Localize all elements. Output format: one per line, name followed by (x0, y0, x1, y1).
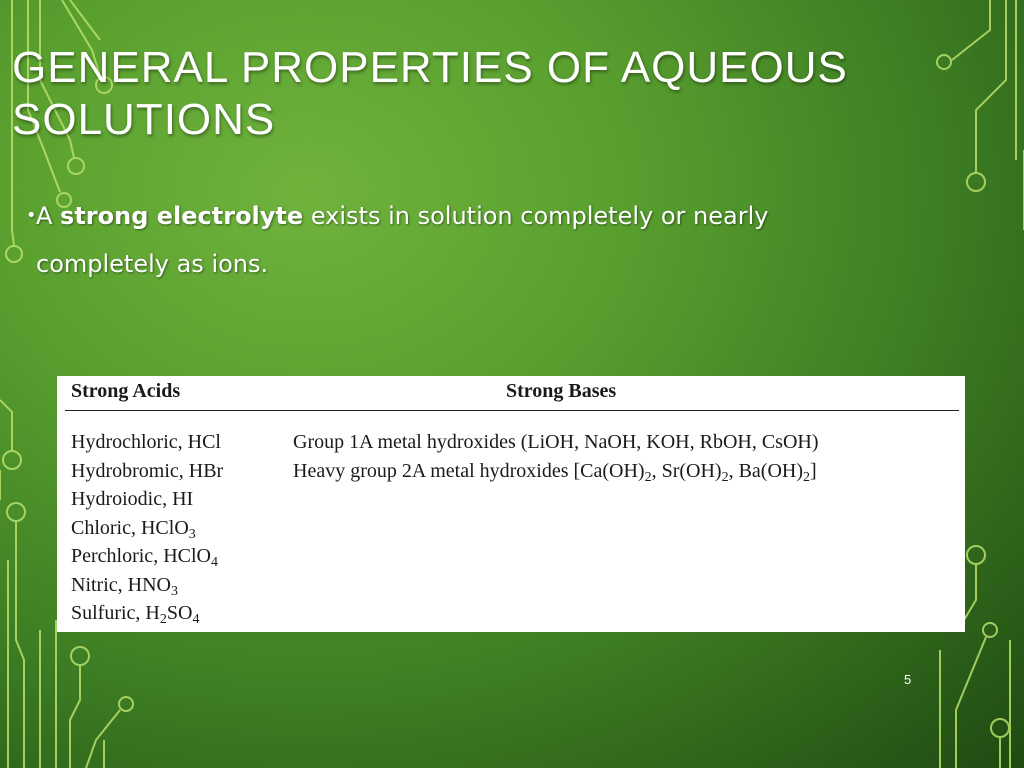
bullet-line-2: completely as ions. (36, 250, 269, 278)
slide-title (12, 42, 912, 146)
strong-acids-list (71, 428, 223, 628)
bullet-dot-icon: • (26, 205, 37, 226)
acid-row: Nitric, $HNO_3$ (71, 573, 178, 599)
bullet-line-1 (36, 192, 856, 240)
title-line-2: SOLUTIONS (12, 95, 276, 144)
bullet-prefix: A (36, 202, 61, 230)
page-number: 5 (904, 672, 912, 687)
bullet-line1-rest: exists in solution completely or nearly (303, 202, 769, 230)
base-row: Heavy group 2A metal hydroxides [$Ca(OH)_2$, $Sr(OH)_2$, $Ba(OH)_2$] (293, 459, 817, 485)
strong-bases-list (293, 428, 819, 485)
base-row: Group 1A metal hydroxides (LiOH, NaOH, KOH, RbOH, CsOH) (293, 431, 819, 453)
header-strong-bases: Strong Bases (506, 380, 617, 402)
bullet-strong-electrolyte (26, 192, 856, 288)
header-strong-acids: Strong Acids (71, 380, 181, 402)
acid-row: Chloric, HClO$_3$ (71, 516, 196, 542)
header-divider (65, 410, 959, 411)
acid-row: Perchloric, HClO$_4$ (71, 545, 218, 570)
strong-acids-bases-table (57, 376, 965, 632)
acid-row: Sulfuric, $H_2SO_4$ (71, 602, 200, 627)
acid-row: Hydrochloric, HCl (71, 431, 221, 453)
title-line-1: GENERAL PROPERTIES OF AQUEOUS (12, 43, 848, 92)
acid-row: Hydroiodic, HI (71, 488, 194, 510)
bullet-bold-term: strong electrolyte (60, 202, 304, 230)
acid-row: Hydrobromic, HBr (71, 459, 224, 482)
